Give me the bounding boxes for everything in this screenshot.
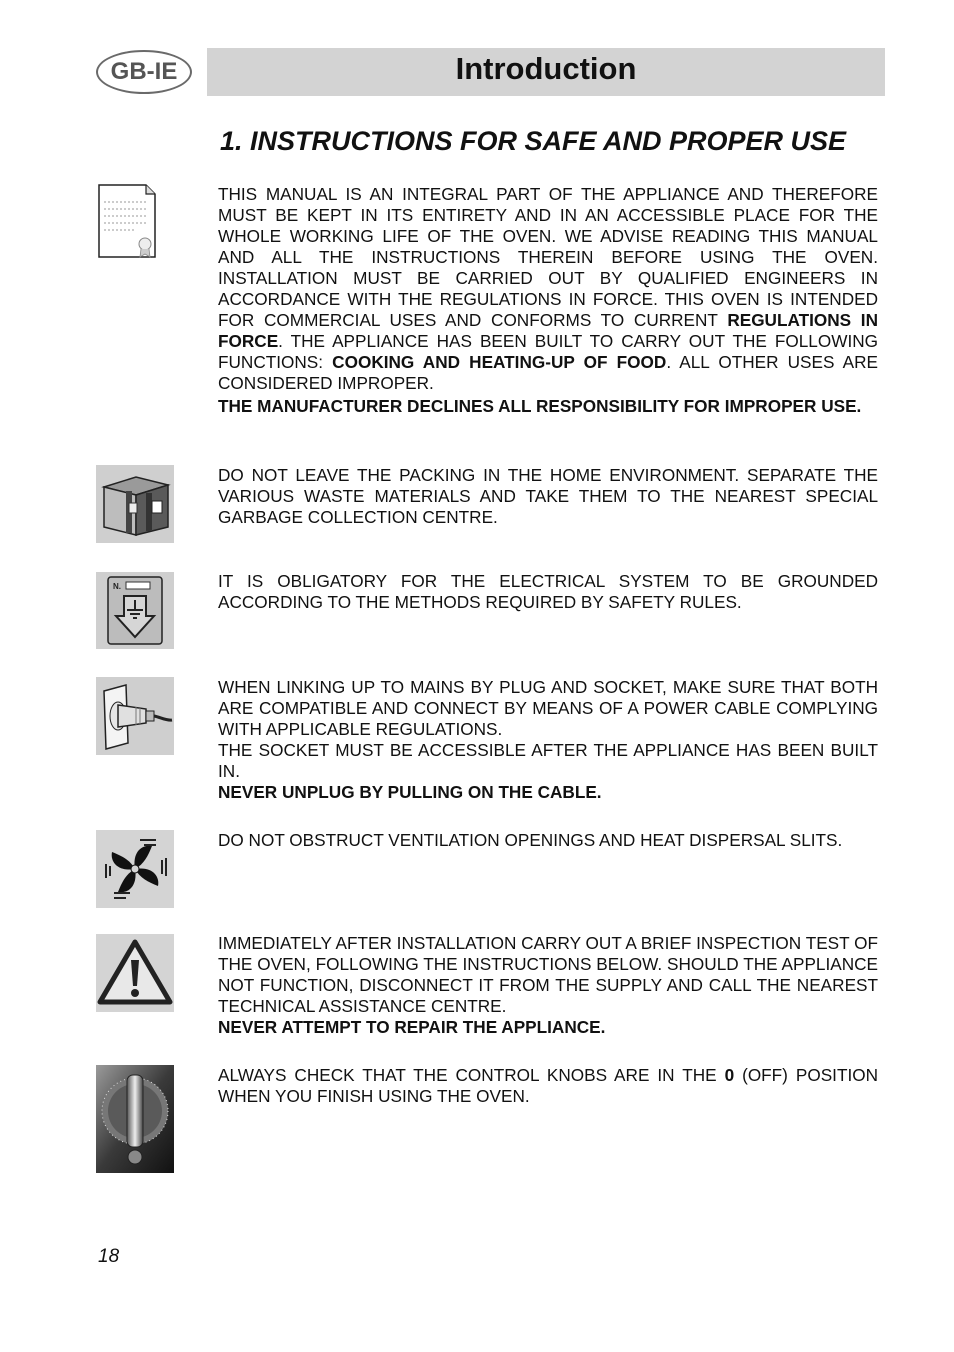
manual-text-part: THIS MANUAL IS AN INTEGRAL PART OF THE APPLIANCE AND THEREFORE MUST BE KEPT IN ITS ENTIRETY AND IN AN ACCESSIBLE PLACE FOR THE WHOLE WORKING LIFE OF THE OVEN. WE ADVISE READING THIS MANUAL AND ALL THE INSTRUCTIONS THEREIN BEFORE USING THE OVEN. INSTALLATION MUST BE CARRIED OUT BY QUALIFIED ENGINEERS IN ACCORDANCE WITH THE REGULATIONS IN FORCE. THIS OVEN IS INTENDED FOR COMMERCIAL USES AND CONFORMS TO CURRENT xyxy=(218,184,878,330)
fan-ventilation-icon xyxy=(96,830,174,908)
country-badge-label: GB-IE xyxy=(110,58,178,85)
control-knob-icon xyxy=(96,1065,174,1173)
inspection-paragraph: IMMEDIATELY AFTER INSTALLATION CARRY OUT A BRIEF INSPECTION TEST OF THE OVEN, FOLLOWING THE INSTRUCTIONS BELOW. SHOULD THE APPLIANCE NOT FUNCTION, DISCONNECT IT FROM THE SUPPLY AND CALL THE NEAREST TECHNICAL ASSISTANCE CENTRE. xyxy=(218,933,878,1016)
plug-socket-icon xyxy=(96,677,174,755)
ventilation-paragraph: DO NOT OBSTRUCT VENTILATION OPENINGS AND HEAT DISPERSAL SLITS. xyxy=(218,830,843,850)
page-number: 18 xyxy=(98,1246,120,1267)
manual-text-block xyxy=(218,184,878,417)
ground-icon-label: N. xyxy=(113,582,121,591)
never-unplug-warning: NEVER UNPLUG BY PULLING ON THE CABLE. xyxy=(218,782,602,802)
page-title: Introduction xyxy=(455,51,637,86)
grounding-paragraph: IT IS OBLIGATORY FOR THE ELECTRICAL SYSTEM TO BE GROUNDED ACCORDING TO THE METHODS REQUIRED BY SAFETY RULES. xyxy=(218,571,878,612)
knobs-text-part: (OFF) POSITION WHEN YOU FINISH USING THE OVEN. xyxy=(218,1065,878,1106)
plug-text-block xyxy=(218,677,878,803)
header-bar xyxy=(207,48,885,96)
inspection-text-block xyxy=(218,933,878,1038)
knobs-text-part: ALWAYS CHECK THAT THE CONTROL KNOBS ARE IN THE xyxy=(218,1065,725,1085)
ventilation-text-block xyxy=(218,830,878,851)
socket-paragraph: THE SOCKET MUST BE ACCESSIBLE AFTER THE APPLIANCE HAS BEEN BUILT IN. xyxy=(218,740,878,781)
section-title: 1. INSTRUCTIONS FOR SAFE AND PROPER USE xyxy=(220,126,847,156)
grounding-text-block xyxy=(218,571,878,613)
knobs-paragraph xyxy=(218,1065,878,1107)
packing-box-icon xyxy=(96,465,174,543)
manufacturer-disclaimer: THE MANUFACTURER DECLINES ALL RESPONSIBILITY FOR IMPROPER USE. xyxy=(218,396,862,416)
ground-earth-icon xyxy=(96,572,174,649)
never-repair-warning: NEVER ATTEMPT TO REPAIR THE APPLIANCE. xyxy=(218,1017,606,1037)
manual-functions-emphasis: COOKING AND HEATING-UP OF FOOD xyxy=(332,352,667,372)
manual-text-part: . ALL OTHER USES ARE CONSIDERED IMPROPER. xyxy=(218,352,878,393)
manual-regulations-emphasis: REGULATIONS IN FORCE xyxy=(218,310,878,351)
plug-paragraph: WHEN LINKING UP TO MAINS BY PLUG AND SOCKET, MAKE SURE THAT BOTH ARE COMPATIBLE AND CONNECT BY MEANS OF A POWER CABLE COMPLYING WITH APPLICABLE REGULATIONS. xyxy=(218,677,878,739)
manual-paragraph xyxy=(218,184,878,394)
manual-text-part: . THE APPLIANCE HAS BEEN BUILT TO CARRY OUT THE FOLLOWING FUNCTIONS: xyxy=(218,331,878,372)
packing-paragraph: DO NOT LEAVE THE PACKING IN THE HOME ENVIRONMENT. SEPARATE THE VARIOUS WASTE MATERIALS AND TAKE THEM TO THE NEAREST SPECIAL GARBAGE COLLECTION CENTRE. xyxy=(218,465,878,527)
manual-document-icon xyxy=(98,184,156,258)
knobs-text-block xyxy=(218,1065,878,1107)
packing-text-block xyxy=(218,465,878,528)
country-badge xyxy=(96,50,192,94)
warning-triangle-icon xyxy=(96,934,174,1012)
off-position-value: 0 xyxy=(724,1065,735,1085)
